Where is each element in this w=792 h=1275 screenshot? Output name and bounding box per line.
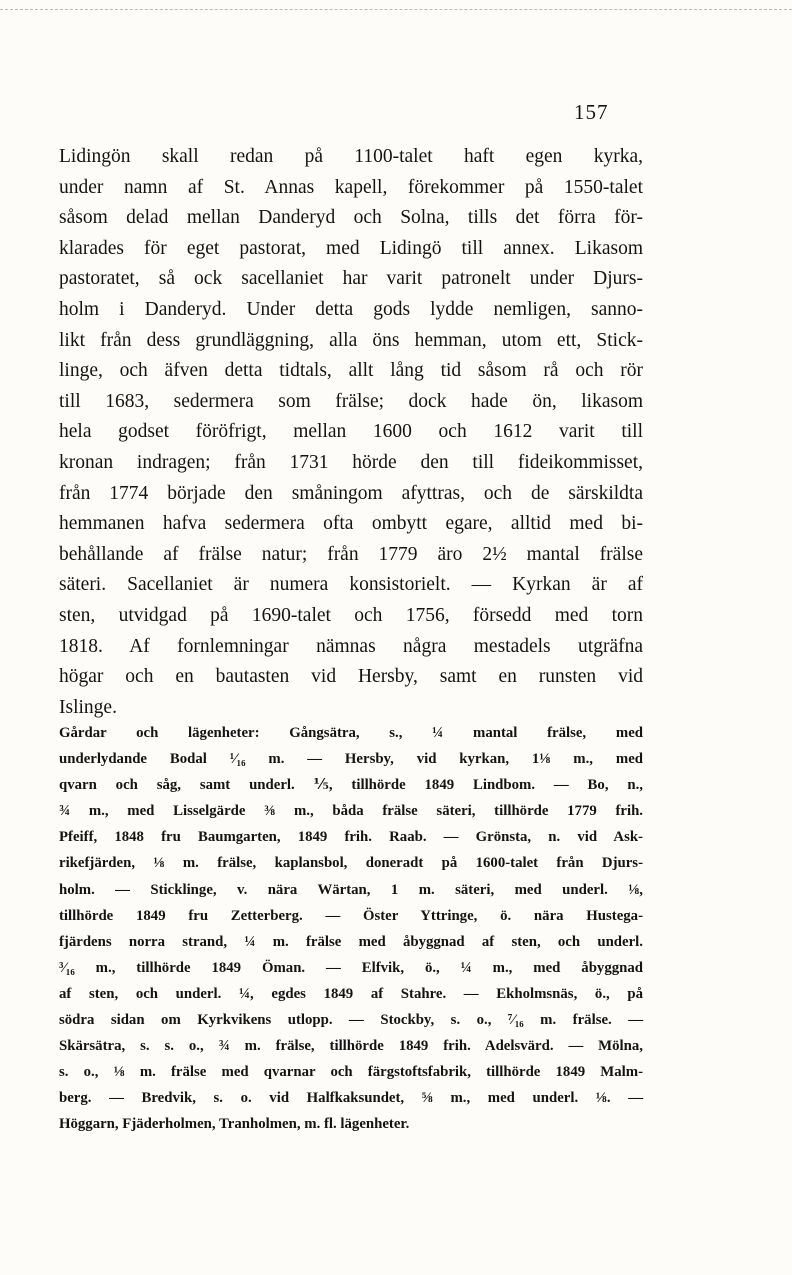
main-line: högar och en bautasten vid Hersby, samt en runsten vid bbox=[59, 666, 643, 688]
page-number: 157 bbox=[574, 100, 609, 124]
estates-line: Höggarn, Fjäderholmen, Tranholmen, m. fl. lägenheter. bbox=[59, 1116, 410, 1133]
main-line: 1818. Af fornlemningar nämnas några mestadels utgräfna bbox=[59, 635, 643, 657]
main-line: likt från dess grundläggning, alla öns hemman, utom ett, Stick- bbox=[59, 329, 643, 351]
estates-line: Pfeiff, 1848 fru Baumgarten, 1849 frih. Raab. — Grönsta, n. vid Ask- bbox=[59, 829, 643, 846]
main-paragraph bbox=[59, 142, 643, 723]
estates-line: ¾ m., med Lisselgärde ⅜ m., båda frälse säteri, tillhörde 1779 frih. bbox=[59, 803, 643, 820]
main-line: linge, och äfven detta tidtals, allt lång tid såsom rå och rör bbox=[59, 360, 643, 382]
estates-paragraph bbox=[59, 720, 643, 1138]
estates-line: tillhörde 1849 fru Zetterberg. — Öster Yttringe, ö. nära Hustega- bbox=[59, 907, 643, 924]
main-line: hemmanen hafva sedermera ofta ombytt egare, alltid med bi- bbox=[59, 513, 643, 535]
main-line: klarades för eget pastorat, med Lidingö till annex. Likasom bbox=[59, 237, 643, 259]
main-line: Islinge. bbox=[59, 696, 117, 718]
estates-line: underlydande Bodal ¹⁄₁₆ m. — Hersby, vid kyrkan, 1⅛ m., med bbox=[59, 751, 643, 768]
main-line: pastoratet, så ock sacellaniet har varit patronelt under Djurs- bbox=[59, 268, 643, 290]
main-line: såsom delad mellan Danderyd och Solna, tills det förra för- bbox=[59, 207, 643, 229]
estates-line: holm. — Sticklinge, v. nära Wärtan, 1 m. säteri, med underl. ⅛, bbox=[59, 881, 643, 898]
estates-line: södra sidan om Kyrkvikens utlopp. — Stockby, s. o., ⁷⁄₁₆ m. frälse. — bbox=[59, 1012, 643, 1029]
estates-line: qvarn och såg, samt underl. ⅕, tillhörde 1849 Lindbom. — Bo, n., bbox=[59, 777, 643, 794]
main-line: till 1683, sedermera som frälse; dock hade ön, likasom bbox=[59, 390, 643, 412]
main-line: hela godset föröfrigt, mellan 1600 och 1612 varit till bbox=[59, 421, 643, 443]
main-line: holm i Danderyd. Under detta gods lydde nemligen, sanno- bbox=[59, 298, 643, 320]
estates-line: Gårdar och lägenheter: Gångsätra, s., ¼ mantal frälse, med bbox=[59, 725, 643, 741]
estates-line: Skärsätra, s. s. o., ¾ m. frälse, tillhörde 1849 frih. Adelsvärd. — Mölna, bbox=[59, 1038, 643, 1055]
main-line: Lidingön skall redan på 1100-talet haft egen kyrka, bbox=[59, 146, 643, 167]
estates-line: rikefjärden, ⅛ m. frälse, kaplansbol, doneradt på 1600-talet från Djurs- bbox=[59, 855, 643, 872]
main-line: sten, utvidgad på 1690-talet och 1756, försedd med torn bbox=[59, 604, 643, 626]
main-line: under namn af St. Annas kapell, förekommer på 1550-talet bbox=[59, 176, 643, 198]
main-line: från 1774 började den småningom afyttras, och de särskildta bbox=[59, 482, 643, 504]
top-edge-rule bbox=[0, 9, 792, 10]
main-line: säteri. Sacellaniet är numera konsistorielt. — Kyrkan är af bbox=[59, 574, 643, 596]
estates-line: berg. — Bredvik, s. o. vid Halfkaksundet, ⅝ m., med underl. ⅛. — bbox=[59, 1090, 643, 1107]
estates-line: fjärdens norra strand, ¼ m. frälse med åbyggnad af sten, och underl. bbox=[59, 933, 643, 950]
main-line: kronan indragen; från 1731 hörde den till fideikommisset, bbox=[59, 451, 643, 473]
main-line: behållande af frälse natur; från 1779 äro 2½ mantal frälse bbox=[59, 543, 643, 565]
estates-line: ³⁄₁₆ m., tillhörde 1849 Öman. — Elfvik, ö., ¼ m., med åbyggnad bbox=[59, 959, 643, 976]
estates-line: s. o., ⅛ m. frälse med qvarnar och färgstoftsfabrik, tillhörde 1849 Malm- bbox=[59, 1064, 643, 1081]
estates-line: af sten, och underl. ¼, egdes 1849 af Stahre. — Ekholmsnäs, ö., på bbox=[59, 985, 643, 1002]
